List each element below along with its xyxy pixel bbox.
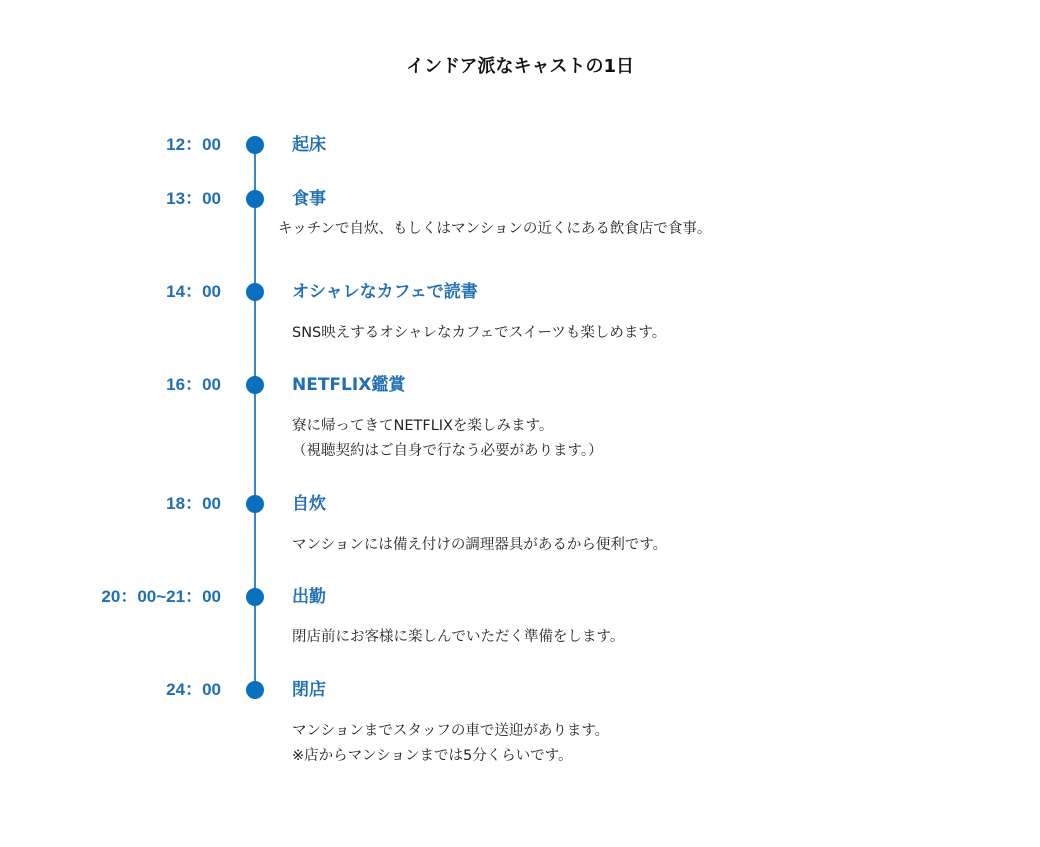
description-line: マンションには備え付けの調理器具があるから便利です。 (292, 537, 668, 553)
timeline-line (254, 145, 256, 690)
timeline-dot-icon (246, 495, 264, 513)
entry-description (292, 719, 609, 769)
entry-time: 24：00 (166, 680, 221, 699)
entry-description (292, 625, 624, 650)
description-line: SNS映えするオシャレなカフェでスイーツも楽しめます。 (292, 325, 667, 341)
timeline-dot-icon (246, 376, 264, 394)
entry-description (278, 217, 711, 242)
timeline-dot-icon (246, 136, 264, 154)
entry-description (292, 321, 666, 346)
entry-description (292, 414, 603, 464)
description-line: （視聴契約はご自身で行なう必要があります。） (292, 443, 603, 459)
description-line: マンションまでスタッフの車で送迎があります。 (292, 723, 610, 739)
entry-label: 自炊 (292, 494, 326, 514)
entry-label: 食事 (292, 189, 326, 209)
entry-label: 閉店 (292, 680, 326, 700)
entry-label: NETFLIX鑑賞 (292, 375, 406, 395)
page-title: インドア派なキャストの1日 (406, 56, 634, 77)
timeline-dot-icon (246, 283, 264, 301)
description-line: 寮に帰ってきてNETFLIXを楽しみます。 (292, 418, 554, 434)
description-line: ※店からマンションまでは5分くらいです。 (292, 748, 573, 764)
description-line: 閉店前にお客様に楽しんでいただく準備をします。 (292, 629, 625, 645)
entry-label: オシャレなカフェで読書 (292, 282, 478, 302)
entry-label: 出勤 (292, 587, 326, 607)
entry-time: 16：00 (166, 375, 221, 394)
entry-time: 14：00 (166, 282, 221, 301)
entry-time: 20：00~21：00 (101, 587, 221, 606)
entry-label: 起床 (292, 135, 326, 155)
description-line: キッチンで自炊、もしくはマンションの近くにある飲食店で食事。 (278, 221, 712, 237)
timeline-dot-icon (246, 190, 264, 208)
timeline-dot-icon (246, 588, 264, 606)
entry-time: 18：00 (166, 494, 221, 513)
timeline-dot-icon (246, 681, 264, 699)
entry-time: 13：00 (166, 189, 221, 208)
entry-time: 12：00 (166, 135, 221, 154)
entry-description (292, 533, 667, 558)
